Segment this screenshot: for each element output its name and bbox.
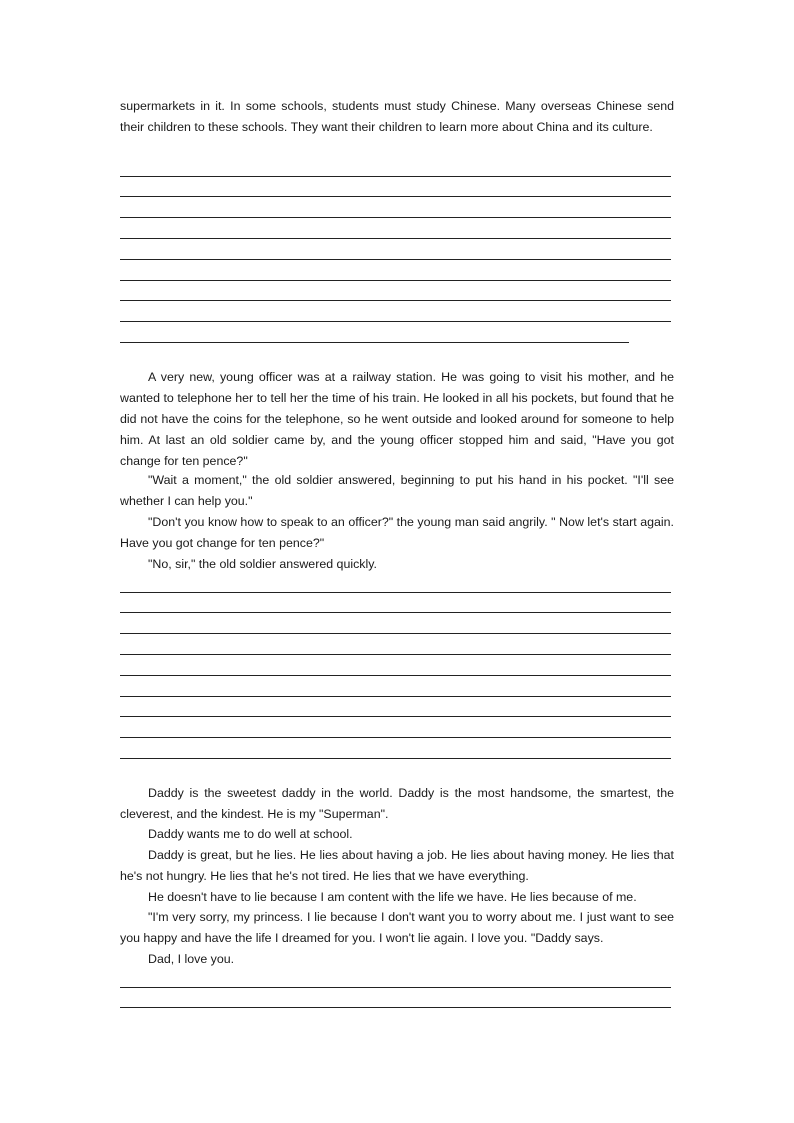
writing-line — [120, 1007, 671, 1008]
writing-line — [120, 342, 629, 343]
writing-line — [120, 238, 671, 239]
writing-line — [120, 987, 671, 988]
writing-line — [120, 675, 671, 676]
writing-line — [120, 758, 671, 759]
passage3-paragraph: He doesn't have to lie because I am content with the life we have. He lies because of me. — [148, 890, 637, 904]
writing-line — [120, 737, 671, 738]
writing-line — [120, 716, 671, 717]
writing-line — [120, 592, 671, 593]
writing-line — [120, 259, 671, 260]
writing-line — [120, 633, 671, 634]
writing-line — [120, 196, 671, 197]
writing-line — [120, 300, 671, 301]
passage3-paragraph: Daddy is the sweetest daddy in the world. Daddy is the most handsome, the smartest, the cleverest, and the kindest. He is my "Superman". — [120, 786, 674, 821]
passage2-paragraph: "No, sir," the old soldier answered quickly. — [148, 557, 377, 571]
passage1-text: supermarkets in it. In some schools, students must study Chinese. Many overseas Chinese send their children to these schools. They want their children to learn more about China and its culture. — [120, 99, 674, 134]
passage2-paragraph: A very new, young officer was at a railway station. He was going to visit his mother, and he wanted to telephone her to tell her the time of his train. He looked in all his pockets, but found that he did not have the coins for the telephone, so he went outside and looked around for someone to help him. At last an old soldier came by, and the young officer stopped him and said, "Have you got change for ten pence?" — [120, 370, 674, 468]
writing-line — [120, 176, 671, 177]
passage3-paragraph: Daddy wants me to do well at school. — [148, 827, 353, 841]
writing-line — [120, 280, 671, 281]
writing-line — [120, 612, 671, 613]
passage3-paragraph: "I'm very sorry, my princess. I lie because I don't want you to worry about me. I just want to see you happy and have the life I dreamed for you. I won't lie again. I love you. "Daddy says. — [120, 910, 674, 945]
writing-line — [120, 217, 671, 218]
passage3-paragraph: Dad, I love you. — [148, 952, 235, 966]
passage2-paragraph: "Wait a moment," the old soldier answered, beginning to put his hand in his pocket. "I'll see whether I can help you." — [120, 473, 674, 508]
writing-line — [120, 654, 671, 655]
writing-line — [120, 696, 671, 697]
passage3-paragraph: Daddy is great, but he lies. He lies about having a job. He lies about having money. He lies that he's not hungry. He lies that he's not tired. He lies that we have everything. — [120, 848, 674, 883]
passage2-paragraph: "Don't you know how to speak to an officer?" the young man said angrily. " Now let's start again. Have you got change for ten pence?" — [120, 515, 674, 550]
writing-line — [120, 321, 671, 322]
